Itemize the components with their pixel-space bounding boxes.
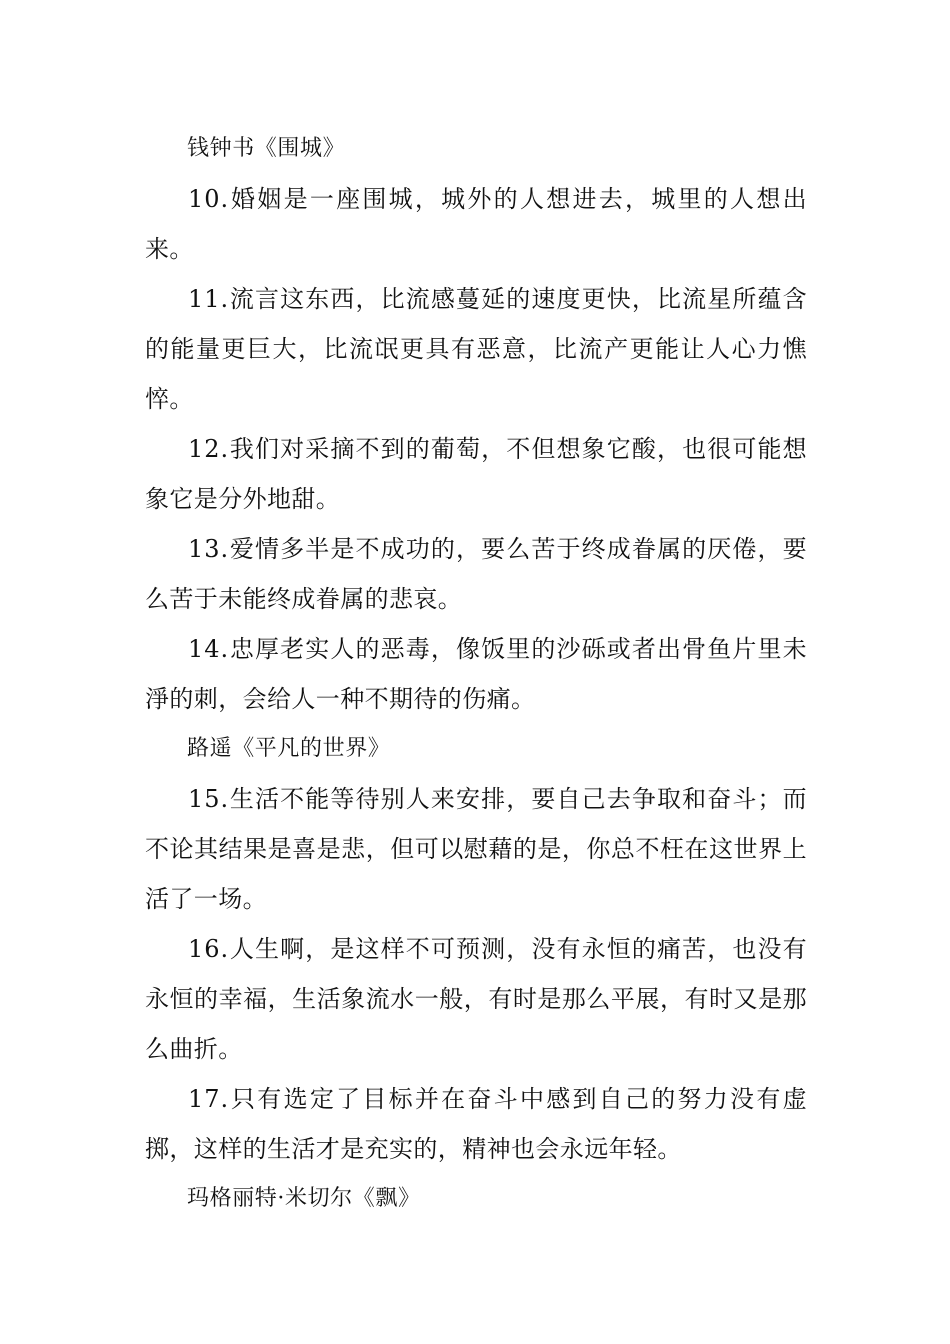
quote-text: 我们对采摘不到的葡萄，不但想象它酸，也很可能想象它是分外地甜。 — [145, 435, 807, 513]
quote-number: 15. — [188, 785, 230, 813]
quote-number: 16. — [188, 935, 230, 963]
quote-text: 生活不能等待别人来安排，要自己去争取和奋斗；而不论其结果是喜是悲，但可以慰藉的是，你总不枉在这世界上活了一场。 — [145, 785, 807, 913]
quote-12 — [145, 424, 807, 524]
quote-11 — [145, 274, 807, 424]
quote-number: 11. — [188, 285, 230, 313]
quote-number: 14. — [188, 635, 230, 663]
quote-text: 流言这东西，比流感蔓延的速度更快，比流星所蕴含的能量更巨大，比流氓更具有恶意，比流产更能让人心力憔悴。 — [145, 285, 807, 413]
quote-text: 忠厚老实人的恶毒，像饭里的沙砾或者出骨鱼片里未淨的刺，会给人一种不期待的伤痛。 — [145, 635, 807, 713]
quote-text: 只有选定了目标并在奋斗中感到自己的努力没有虚掷，这样的生活才是充实的，精神也会永远年轻。 — [145, 1085, 807, 1163]
quote-13 — [145, 524, 807, 624]
quote-number: 17. — [188, 1085, 230, 1113]
document-body — [145, 124, 807, 1224]
quote-text: 爱情多半是不成功的，要么苦于终成眷属的厌倦，要么苦于未能终成眷属的悲哀。 — [145, 535, 807, 613]
quote-text: 人生啊，是这样不可预测，没有永恒的痛苦，也没有永恒的幸福，生活象流水一般，有时是那么平展，有时又是那么曲折。 — [145, 935, 807, 1063]
quote-10 — [145, 174, 807, 274]
quote-number: 13. — [188, 535, 230, 563]
quote-17 — [145, 1074, 807, 1174]
quote-14 — [145, 624, 807, 724]
quote-15 — [145, 774, 807, 924]
section-heading-weicheng: 钱钟书《围城》 — [187, 136, 346, 161]
quote-16 — [145, 924, 807, 1074]
section-heading-pingfan: 路遥《平凡的世界》 — [187, 736, 391, 761]
quote-number: 12. — [188, 435, 230, 463]
quote-number: 10. — [188, 185, 230, 213]
section-heading-piao: 玛格丽特·米切尔《飘》 — [187, 1186, 421, 1211]
quote-text: 婚姻是一座围城，城外的人想进去，城里的人想出来。 — [145, 185, 807, 263]
